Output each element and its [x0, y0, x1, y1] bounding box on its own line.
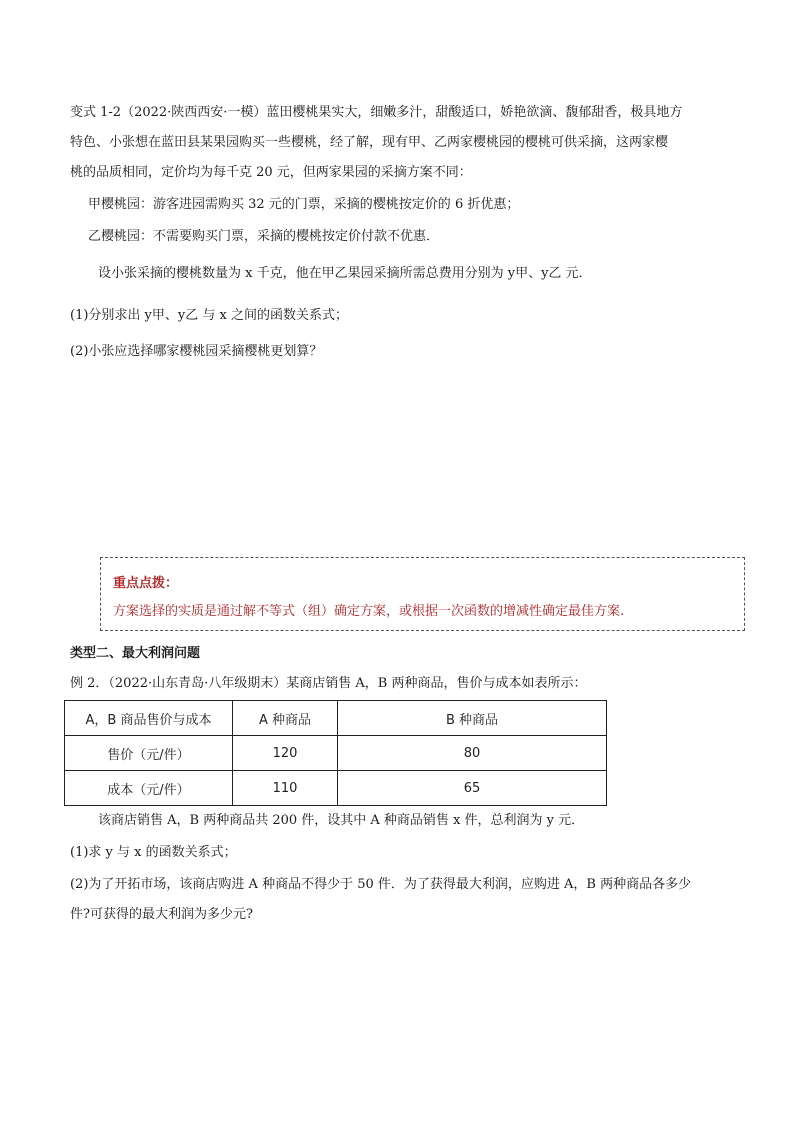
problem1-line3: 桃的品质相同，定价均为每千克 20 元，但两家果园的采摘方案不同：	[70, 165, 472, 180]
table-header-cell: B 种商品	[338, 701, 607, 736]
table-row	[65, 771, 607, 806]
section-heading: 类型二、最大利润问题	[70, 646, 201, 661]
table-cell: 售价（元/件）	[65, 736, 233, 771]
example2-q2-line1: (2)为了开拓市场，该商店购进 A 种商品不得少于 50 件．为了获得最大利润，应购进 A，B 两种商品各多少	[70, 877, 692, 892]
table-row	[65, 736, 607, 771]
table-cell: 80	[338, 736, 607, 771]
table-cell: 成本（元/件）	[65, 771, 233, 806]
problem1-line1: 变式 1-2（2022·陕西西安·一模）蓝田樱桃果实大，细嫩多汁，甜酸适口，娇艳欲滴、馥郁甜香，极具地方	[70, 105, 683, 120]
key-point-title: 重点点拨：	[113, 576, 179, 591]
table-header-row	[65, 701, 607, 736]
orchard-jia: 甲樱桃园：游客进园需购买 32 元的门票，采摘的樱桃按定价的 6 折优惠；	[88, 197, 520, 212]
example2-q1: (1)求 y 与 x 的函数关系式；	[70, 845, 237, 860]
example2-setup: 该商店销售 A，B 两种商品共 200 件，设其中 A 种商品销售 x 件，总利润为 y 元．	[98, 813, 585, 828]
price-cost-table	[64, 700, 607, 806]
table-header-cell: A 种商品	[233, 701, 338, 736]
key-point-body: 方案选择的实质是通过解不等式（组）确定方案，或根据一次函数的增减性确定最佳方案.	[113, 604, 625, 619]
table-cell: 110	[233, 771, 338, 806]
table-header-cell: A，B 商品售价与成本	[65, 701, 233, 736]
problem1-setup: 设小张采摘的樱桃数量为 x 千克，他在甲乙果园采摘所需总费用分别为 y甲、y乙 元．	[98, 266, 592, 281]
example2-intro: 例 2．（2022·山东青岛·八年级期末）某商店销售 A，B 两种商品，售价与成本如表所示：	[70, 676, 587, 691]
orchard-yi: 乙樱桃园：不需要购买门票，采摘的樱桃按定价付款不优惠．	[88, 229, 440, 244]
key-point-box	[100, 557, 745, 631]
problem1-q2: (2)小张应选择哪家樱桃园采摘樱桃更划算？	[70, 344, 323, 359]
table-cell: 120	[233, 736, 338, 771]
problem1-q1: (1)分别求出 y甲、y乙 与 x 之间的函数关系式；	[70, 308, 348, 323]
table-cell: 65	[338, 771, 607, 806]
problem1-line2: 特色、小张想在蓝田县某果园购买一些樱桃，经了解，现有甲、乙两家樱桃园的樱桃可供采摘，这两家樱	[70, 135, 669, 150]
example2-q2-line2: 件?可获得的最大利润为多少元?	[70, 907, 253, 922]
